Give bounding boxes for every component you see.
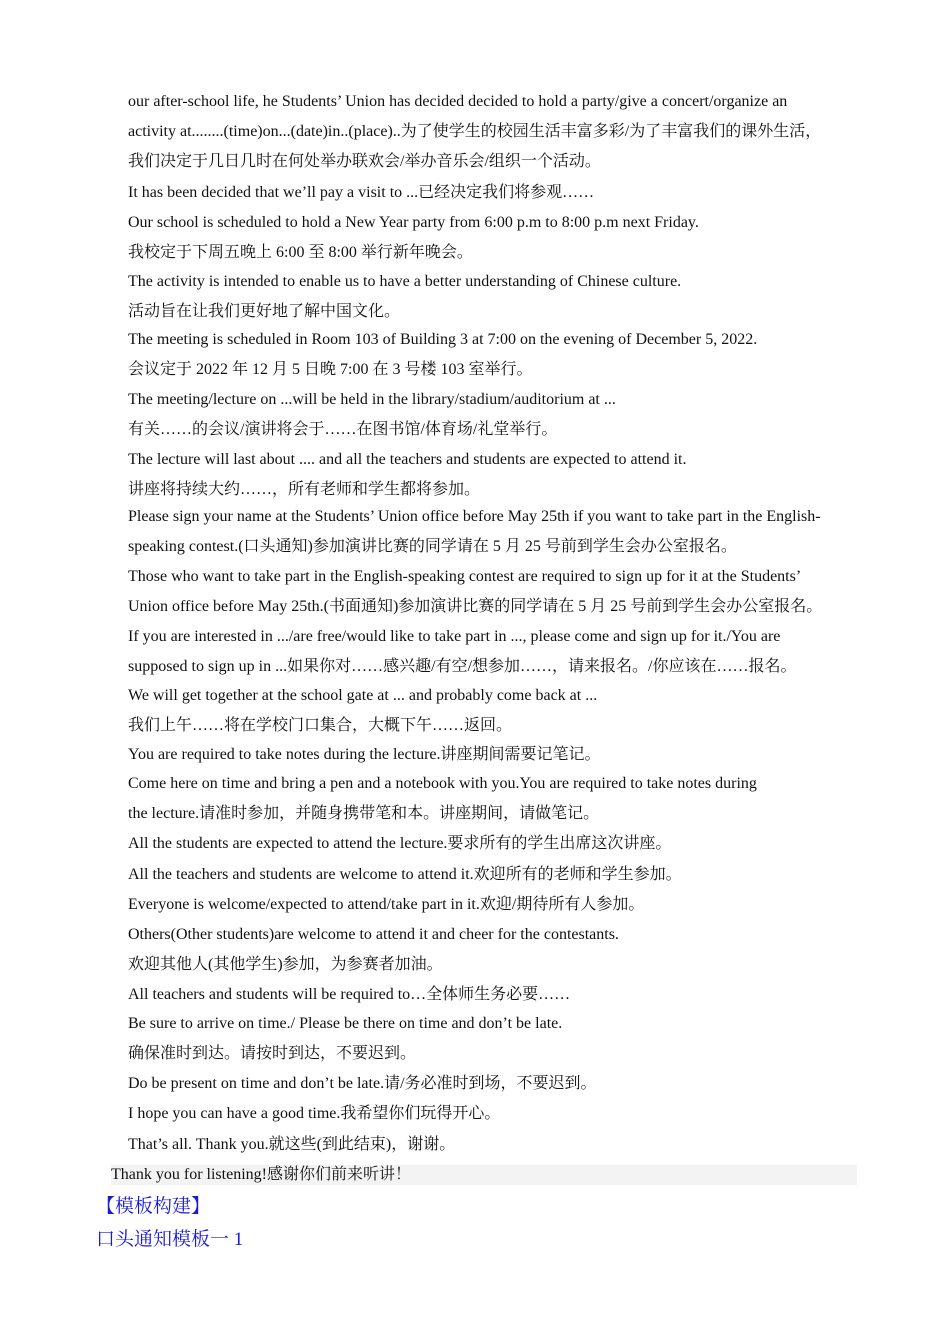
text-line: The meeting is scheduled in Room 103 of Building 3 at 7:00 on the evening of December 5, 2022. — [128, 331, 758, 348]
text-line: 确保准时到达。请按时到达，不要迟到。 — [128, 1045, 417, 1062]
text-line: Those who want to take part in the English-speaking contest are required to sign up for it at the Students’ — [128, 568, 802, 585]
text-line: 讲座将持续大约……，所有老师和学生都将参加。 — [128, 481, 481, 498]
text-line: 活动旨在让我们更好地了解中国文化。 — [128, 303, 401, 320]
text-line: speaking contest.(口头通知)参加演讲比赛的同学请在 5 月 25 号前到学生会办公室报名。 — [128, 538, 737, 555]
text-line: Please sign your name at the Students’ Union office before May 25th if you want to take part in the English- — [128, 508, 821, 525]
text-line: Others(Other students)are welcome to attend it and cheer for the contestants. — [128, 926, 619, 943]
text-line: All the teachers and students are welcome to attend it.欢迎所有的老师和学生参加。 — [128, 866, 682, 883]
section-heading: 【模板构建】 — [96, 1196, 211, 1217]
text-line: the lecture.请准时参加，并随身携带笔和本。讲座期间，请做笔记。 — [128, 805, 600, 822]
text-line: The lecture will last about .... and all the teachers and students are expected to attend it. — [128, 451, 687, 468]
text-line: 我们上午……将在学校门口集合，大概下午……返回。 — [128, 717, 513, 734]
text-line: I hope you can have a good time.我希望你们玩得开心。 — [128, 1105, 501, 1122]
text-line: 我们决定于几日几时在何处举办联欢会/举办音乐会/组织一个活动。 — [128, 153, 601, 170]
text-line: You are required to take notes during the lecture.讲座期间需要记笔记。 — [128, 746, 601, 763]
text-line: supposed to sign up in ...如果你对……感兴趣/有空/想参加……，请来报名。/你应该在……报名。 — [128, 658, 797, 675]
text-line: 有关……的会议/演讲将会于……在图书馆/体育场/礼堂举行。 — [128, 421, 558, 438]
text-line: The activity is intended to enable us to have a better understanding of Chinese culture. — [128, 273, 682, 290]
text-line: Be sure to arrive on time./ Please be there on time and don’t be late. — [128, 1015, 563, 1032]
text-line: our after-school life, he Students’ Union has decided decided to hold a party/give a concert/organize an — [128, 93, 788, 110]
text-line: If you are interested in .../are free/would like to take part in ..., please come and sign up for it./You are — [128, 628, 781, 645]
closing-line: Thank you for listening!感谢你们前来听讲！ — [111, 1165, 857, 1185]
text-line: 我校定于下周五晚上 6:00 至 8:00 举行新年晚会。 — [128, 244, 473, 261]
text-line: That’s all. Thank you.就这些(到此结束)，谢谢。 — [128, 1136, 456, 1153]
text-line: All teachers and students will be required to…全体师生务必要…… — [128, 986, 571, 1003]
text-line: 欢迎其他人(其他学生)参加，为参赛者加油。 — [128, 956, 443, 973]
text-line: 会议定于 2022 年 12 月 5 日晚 7:00 在 3 号楼 103 室举行。 — [128, 361, 533, 378]
text-line: activity at........(time)on...(date)in..(place)..为了使学生的校园生活丰富多彩/为了丰富我们的课外生活， — [128, 123, 822, 140]
text-line: Do be present on time and don’t be late.请/务必准时到场，不要迟到。 — [128, 1075, 597, 1092]
text-line: All the students are expected to attend the lecture.要求所有的学生出席这次讲座。 — [128, 835, 672, 852]
text-line: It has been decided that we’ll pay a visit to ...已经决定我们将参观…… — [128, 184, 595, 201]
text-line: Everyone is welcome/expected to attend/take part in it.欢迎/期待所有人参加。 — [128, 896, 645, 913]
text-line: We will get together at the school gate at ... and probably come back at ... — [128, 687, 598, 704]
text-line: The meeting/lecture on ...will be held in the library/stadium/auditorium at ... — [128, 391, 616, 408]
text-line: Our school is scheduled to hold a New Year party from 6:00 p.m to 8:00 p.m next Friday. — [128, 214, 699, 231]
template-title: 口头通知模板一 1 — [96, 1229, 244, 1250]
text-line: Union office before May 25th.(书面通知)参加演讲比赛的同学请在 5 月 25 号前到学生会办公室报名。 — [128, 598, 823, 615]
text-line: Come here on time and bring a pen and a notebook with you.You are required to take notes during — [128, 775, 757, 792]
